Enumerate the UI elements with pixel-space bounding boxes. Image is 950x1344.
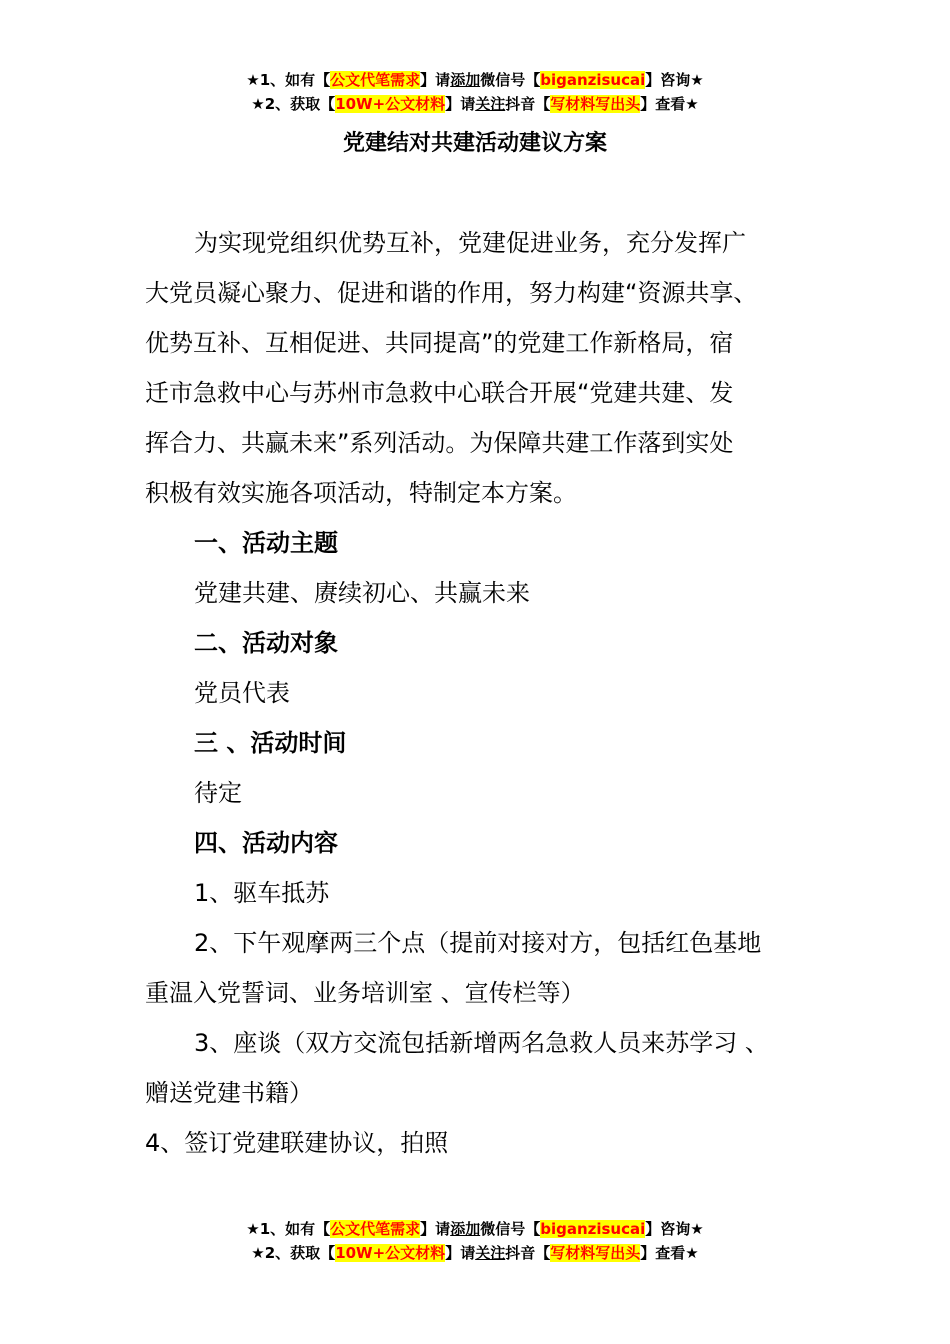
intro-line: 大党员凝心聚力、促进和谐的作用，努力构建“资源共享、	[145, 279, 758, 307]
promo-highlight: biganzisucai	[540, 71, 646, 89]
footer-promo-line-2	[0, 1241, 950, 1265]
promo-text: ★1、如有【	[246, 1220, 331, 1238]
promo-highlight: 写材料写出头	[550, 1244, 641, 1262]
promo-highlight: 10W+公文材料	[335, 1244, 446, 1262]
content-item-continuation: 重温入党誓词、业务培训室 、宣传栏等）	[145, 979, 585, 1007]
promo-text: 】请	[420, 71, 451, 89]
promo-text: 】请	[420, 1220, 451, 1238]
content-item: 1、驱车抵苏	[194, 879, 330, 907]
promo-text: 抖音【	[505, 1244, 551, 1262]
promo-text: 】查看★	[640, 95, 699, 113]
section-heading-time: 三 、活动时间	[194, 729, 347, 757]
content-item-continuation: 赠送党建书籍）	[145, 1079, 313, 1107]
promo-highlight: 公文代笔需求	[330, 1220, 421, 1238]
header-promo-line-2	[0, 92, 950, 116]
promo-text: 】咨询★	[645, 1220, 704, 1238]
promo-text: 微信号【	[480, 71, 541, 89]
document-title: 党建结对共建活动建议方案	[342, 131, 607, 156]
promo-emphasis: 关注	[475, 1244, 506, 1262]
promo-emphasis: 关注	[475, 95, 506, 113]
section-heading-audience: 二、活动对象	[194, 629, 338, 657]
content-item: 4、签订党建联建协议，拍照	[145, 1129, 449, 1157]
promo-text: 】咨询★	[645, 71, 704, 89]
promo-highlight: 公文代笔需求	[330, 71, 421, 89]
section-text-time: 待定	[194, 779, 242, 807]
document-body	[145, 218, 815, 1168]
header-promo	[0, 68, 950, 116]
promo-text: ★1、如有【	[246, 71, 331, 89]
promo-text: 抖音【	[505, 95, 551, 113]
footer-promo-line-1	[0, 1217, 950, 1241]
promo-text: 】查看★	[640, 1244, 699, 1262]
promo-highlight: 10W+公文材料	[335, 95, 446, 113]
intro-line: 优势互补、互相促进、共同提高”的党建工作新格局，宿	[145, 329, 734, 357]
promo-emphasis: 添加	[450, 71, 481, 89]
promo-text: ★2、获取【	[251, 1244, 336, 1262]
intro-line: 挥合力、共赢未来”系列活动。为保障共建工作落到实处	[145, 429, 734, 457]
promo-highlight: biganzisucai	[540, 1220, 646, 1238]
intro-line: 迁市急救中心与苏州市急救中心联合开展“党建共建、发	[145, 379, 734, 407]
promo-highlight: 写材料写出头	[550, 95, 641, 113]
promo-text: 微信号【	[480, 1220, 541, 1238]
promo-text: ★2、获取【	[251, 95, 336, 113]
section-text-audience: 党员代表	[194, 679, 290, 707]
section-heading-content: 四、活动内容	[194, 829, 338, 857]
intro-line: 积极有效实施各项活动，特制定本方案。	[145, 479, 577, 507]
footer-promo	[0, 1217, 950, 1265]
intro-line: 为实现党组织优势互补，党建促进业务，充分发挥广	[194, 229, 746, 257]
promo-text: 】请	[445, 1244, 476, 1262]
section-heading-theme: 一、活动主题	[194, 529, 338, 557]
promo-emphasis: 添加	[450, 1220, 481, 1238]
promo-text: 】请	[445, 95, 476, 113]
content-item: 2、下午观摩两三个点（提前对接对方，包括红色基地	[194, 929, 762, 957]
content-item: 3、座谈（双方交流包括新增两名急救人员来苏学习 、	[194, 1029, 769, 1057]
header-promo-line-1	[0, 68, 950, 92]
section-text-theme: 党建共建、赓续初心、共赢未来	[194, 579, 530, 607]
